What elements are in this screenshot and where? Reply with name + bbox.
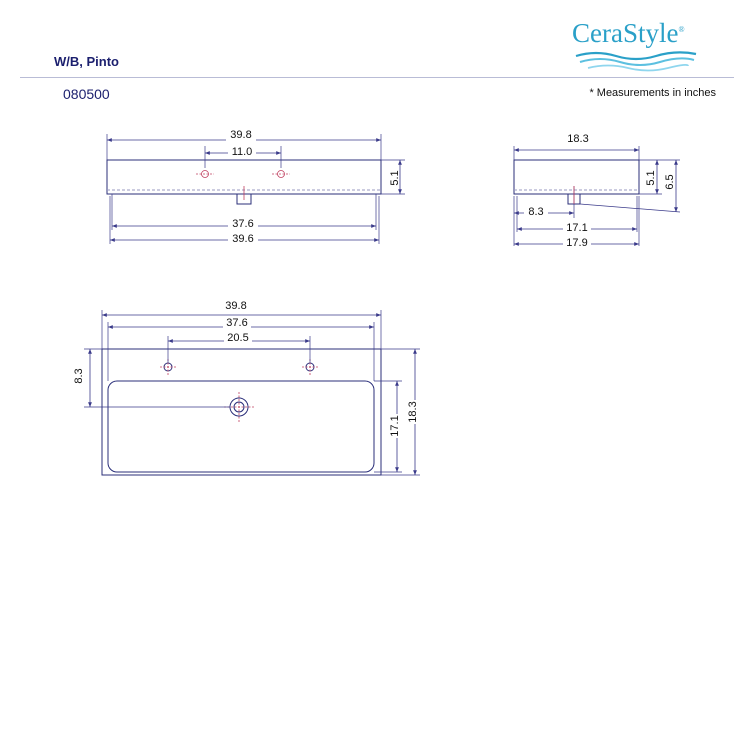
top-basin-outline — [102, 349, 381, 475]
top-bowl-outline — [108, 381, 374, 472]
top-inner-depth-label: 17.1 — [389, 415, 401, 437]
model-number: 080500 — [63, 86, 110, 102]
logo-registered-mark: ® — [678, 25, 685, 34]
side-drain-offset-label: 8.3 — [528, 206, 544, 218]
side-basin-outline — [514, 160, 639, 194]
side-depth-label: 18.3 — [567, 133, 589, 145]
top-inner-width-label: 37.6 — [226, 317, 248, 329]
front-height-label: 5.1 — [389, 170, 401, 186]
top-overall-width-label: 39.8 — [225, 300, 247, 312]
product-name: W/B, Pinto — [54, 54, 119, 69]
top-tap-offset-label: 8.3 — [73, 368, 85, 384]
side-height-label: 5.1 — [645, 170, 657, 186]
front-base-width-label: 39.6 — [232, 233, 254, 245]
front-overall-width-label: 39.8 — [230, 129, 252, 141]
logo-brand: CeraStyle — [572, 18, 679, 48]
front-view — [107, 128, 405, 245]
side-view — [514, 132, 680, 249]
side-overall-height-label: 6.5 — [664, 174, 676, 190]
front-tap-spacing-label: 11.0 — [231, 146, 253, 158]
front-inner-width-label: 37.6 — [232, 218, 254, 230]
side-inner-depth-label: 17.1 — [566, 222, 588, 234]
top-view — [73, 299, 420, 475]
measurement-note: * Measurements in inches — [589, 87, 716, 99]
top-tap-spacing-label: 20.5 — [227, 332, 249, 344]
top-overall-depth-label: 18.3 — [407, 401, 419, 423]
side-base-depth-label: 17.9 — [566, 237, 588, 249]
